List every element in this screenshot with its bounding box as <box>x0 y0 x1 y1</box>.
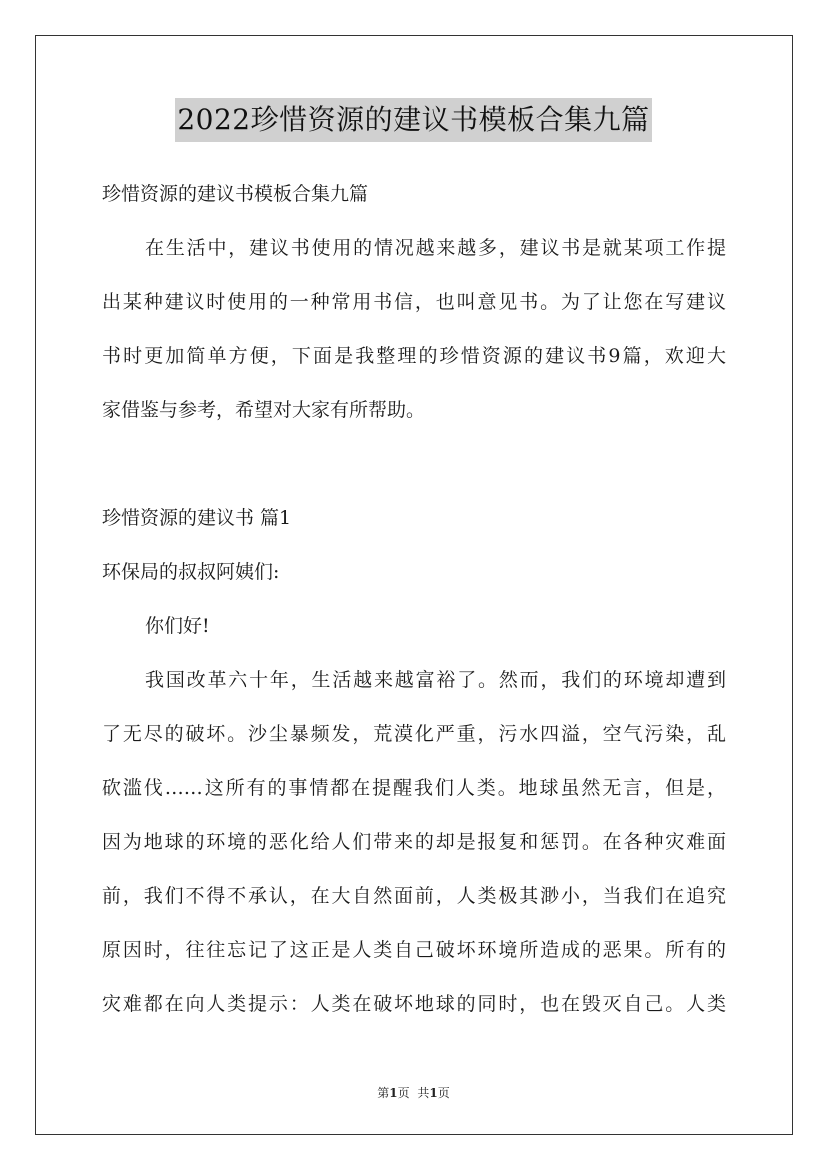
intro-line: 在生活中，建议书使用的情况越来越多，建议书是就某项工作提 <box>145 237 726 259</box>
body-line: 原因时，往往忘记了这正是人类自己破坏环境所造成的恶果。所有的 <box>102 939 726 961</box>
footer-page-suffix: 页 <box>397 1086 410 1100</box>
footer-total-prefix: 共 <box>417 1086 430 1100</box>
body-line: 砍滥伐……这所有的事情都在提醒我们人类。地球虽然无言，但是， <box>102 777 726 799</box>
document-subtitle: 珍惜资源的建议书模板合集九篇 <box>102 183 369 205</box>
intro-line: 家借鉴与参考，希望对大家有所帮助。 <box>102 399 426 421</box>
intro-line: 书时更加简单方便，下面是我整理的珍惜资源的建议书9篇，欢迎大 <box>102 345 726 367</box>
body-line: 前，我们不得不承认，在大自然面前，人类极其渺小，当我们在追究 <box>102 885 726 907</box>
greeting: 你们好! <box>145 615 210 637</box>
footer-page-number: 1 <box>389 1086 398 1100</box>
body-line: 我国改革六十年，生活越来越富裕了。然而，我们的环境却遭到 <box>145 669 726 691</box>
footer-prefix: 第 <box>377 1086 390 1100</box>
title-container <box>0 98 827 142</box>
document-title: 2022珍惜资源的建议书模板合集九篇 <box>175 98 651 142</box>
body-line: 灾难都在向人类提示：人类在破坏地球的同时，也在毁灭自己。人类 <box>102 993 726 1015</box>
intro-line: 出某种建议时使用的一种常用书信，也叫意见书。为了让您在写建议 <box>102 291 726 313</box>
body-line: 因为地球的环境的恶化给人们带来的却是报复和惩罚。在各种灾难面 <box>102 831 726 853</box>
footer-total-suffix: 页 <box>437 1086 450 1100</box>
salutation: 环保局的叔叔阿姨们: <box>102 561 280 583</box>
page-footer <box>0 1084 827 1101</box>
footer-total-number: 1 <box>429 1086 438 1100</box>
section-heading: 珍惜资源的建议书 篇1 <box>102 507 292 529</box>
body-line: 了无尽的破坏。沙尘暴频发，荒漠化严重，污水四溢，空气污染，乱 <box>102 723 726 745</box>
